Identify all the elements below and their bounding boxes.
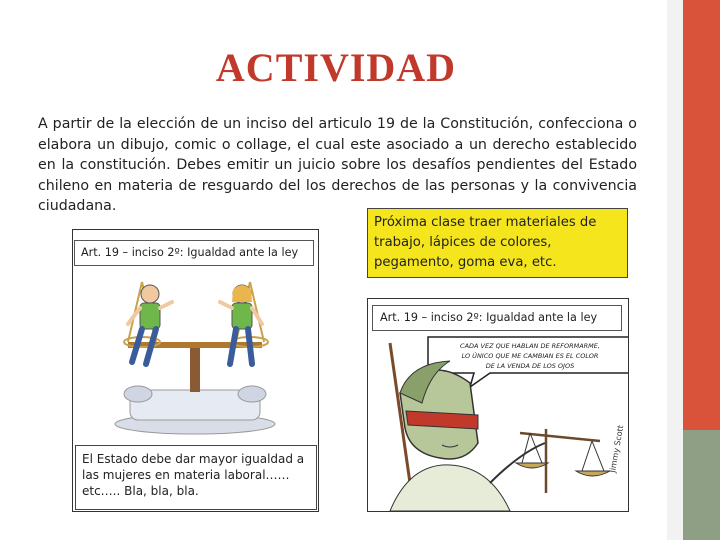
lady-justice-cartoon bbox=[370, 333, 628, 511]
svg-text:CADA VEZ QUE HABLAN DE REFORMA: CADA VEZ QUE HABLAN DE REFORMARME, bbox=[460, 342, 600, 350]
slide-title: ACTIVIDAD bbox=[215, 45, 457, 90]
right-caption: Art. 19 – inciso 2º: Igualdad ante la ley bbox=[372, 305, 622, 331]
svg-text:LO ÚNICO QUE ME CAMBIAN ES EL: LO ÚNICO QUE ME CAMBIAN ES EL COLOR bbox=[461, 352, 599, 360]
left-caption: Art. 19 – inciso 2º: Igualdad ante la ley bbox=[74, 240, 314, 266]
right-accent-bar bbox=[683, 0, 720, 430]
balance-scale-illustration bbox=[80, 272, 310, 442]
left-comment-box: El Estado debe dar mayor igualdad a las mujeres en materia laboral…… etc….. Bla, bla, bla. bbox=[75, 445, 317, 510]
svg-text:Jimmy Scott: Jimmy Scott bbox=[608, 424, 626, 474]
right-green-bar bbox=[683, 430, 720, 540]
materials-note: Próxima clase traer materiales de trabajo, lápices de colores, pegamento, goma eva, etc. bbox=[367, 208, 628, 278]
instructions-text: A partir de la elección de un inciso del articulo 19 de la Constitución, confecciona o elabora un dibujo, comic o collage, el cual este asociado a un derecho establecido en la constitución. Debes emitir un juicio sobre los desafíos pendientes del Estado chileno en materia de resguardo del los derechos de las personas y la convivencia ciudadana. bbox=[38, 116, 637, 214]
svg-text:DE LA VENDA DE LOS OJOS: DE LA VENDA DE LOS OJOS bbox=[485, 362, 575, 370]
